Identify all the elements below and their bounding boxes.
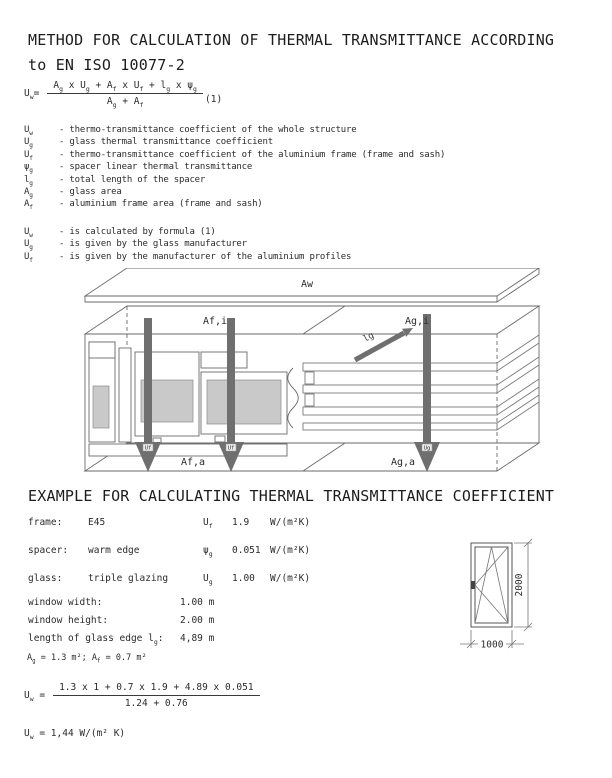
definition-symbol: $U_g$ (24, 137, 33, 150)
definition-symbol: $l_g$ (24, 174, 33, 187)
note-symbol: $U_f$ (24, 251, 33, 264)
row-label: spacer: (28, 545, 69, 556)
definition-row (24, 149, 445, 161)
lg-arrow (355, 328, 413, 360)
definition-text: - thermo-transmittance coefficient of the aluminium frame (frame and sash) (59, 149, 446, 160)
row-value: 4,89 m (180, 633, 215, 644)
row-label: window height: (28, 615, 109, 626)
definition-text: - glass area (59, 186, 122, 197)
row-number: 0.051 (232, 545, 261, 556)
formula-lhs: $U_w=$ (24, 88, 40, 101)
note-text: - is given by the glass manufacturer (59, 239, 247, 250)
row-unit: W/(m²K) (270, 517, 311, 528)
example-formula-lhs: $U_w$ = (24, 690, 46, 703)
formula-fraction (47, 80, 203, 107)
aga-label: Ag,a (390, 457, 416, 468)
note-symbol: $U_g$ (24, 239, 33, 252)
uf-arrow (227, 318, 235, 442)
definition-symbol: $A_f$ (24, 199, 33, 212)
areas-line: $A_g = 1.3$ m²; $A_f = 0.7$ m² (27, 653, 147, 665)
definition-symbol: $A_g$ (24, 186, 33, 199)
ug-arrow-label: Ug (423, 445, 431, 452)
tilt-turn-symbol (475, 547, 508, 623)
window-section-diagram (55, 268, 585, 483)
definition-row (24, 161, 445, 173)
afi-label: Af,i (202, 316, 228, 327)
formula-uw (24, 80, 203, 107)
gasket-profile (288, 368, 299, 428)
row-symbol: $U_g$ (203, 573, 213, 586)
uf-arrow-label: Uf (227, 445, 235, 452)
example-formula-denominator: 1.24 + 0.76 (53, 695, 259, 709)
page-title-line2: to EN ISO 10077-2 (28, 56, 185, 74)
row-label: window width: (28, 597, 103, 608)
row-value: 2.00 m (180, 615, 215, 626)
formula-numerator: $A_g$ x $U_g + A_f$ x $U_f + l_g$ x $\psi_g$ (53, 80, 197, 93)
agi-label: Ag,i (404, 316, 430, 327)
lg-label: lg (361, 330, 376, 345)
window-elevation-drawing (452, 528, 582, 658)
example-formula (24, 682, 260, 709)
note-text: - is given by the manufacturer of the aluminium profiles (59, 251, 352, 262)
definition-symbol: $\psi_g$ (24, 162, 33, 174)
ug-arrow (423, 314, 431, 442)
row-unit: W/(m²K) (270, 573, 311, 584)
definition-text: - aluminium frame area (frame and sash) (59, 199, 263, 210)
interior-face (85, 306, 539, 334)
note-row (24, 251, 351, 263)
row-number: 1.9 (232, 517, 250, 528)
note-text: - is calculated by formula (1) (59, 227, 216, 237)
definition-text: - thermo-transmittance coefficient of the whole structure (59, 125, 357, 135)
spacer-profile (305, 372, 314, 384)
definition-row (24, 136, 445, 148)
result-line: $U_w = 1,44$ W/(m² K) (24, 728, 126, 741)
notes-list (24, 226, 351, 263)
definition-row (24, 198, 445, 210)
height-dimension-label: 2000 (514, 573, 525, 597)
definition-row (24, 124, 445, 136)
row-number: 1.00 (232, 573, 255, 584)
note-row (24, 238, 351, 250)
sill-profile (303, 423, 497, 430)
triple-glazing (303, 335, 539, 430)
window-inner-frame (475, 547, 508, 623)
definition-text: - spacer linear thermal transmittance (59, 162, 253, 173)
definition-row (24, 186, 445, 198)
row-label: length of glass edge $l_g$: (28, 633, 164, 646)
definitions-list (24, 124, 445, 211)
definition-text: - total length of the spacer (59, 174, 206, 185)
example-formula-fraction (53, 682, 259, 709)
page-title (28, 28, 554, 78)
definition-text: - glass thermal transmittance coefficient (59, 137, 273, 148)
afa-label: Af,a (180, 457, 206, 468)
row-label: glass: (28, 573, 63, 584)
row-value: warm edge (88, 545, 140, 556)
definition-symbol: $U_f$ (24, 149, 33, 162)
row-label: frame: (28, 517, 63, 528)
example-formula-numerator: 1.3 x 1 + 0.7 x 1.9 + 4.89 x 0.051 (59, 682, 254, 693)
uf-arrow (144, 318, 152, 442)
formula-denominator: $A_g + A_f$ (47, 93, 203, 107)
aw-label: Aw (300, 279, 314, 290)
row-symbol: $\psi_g$ (203, 545, 213, 558)
width-dimension-label: 1000 (480, 639, 504, 651)
row-unit: W/(m²K) (270, 545, 311, 556)
definition-symbol: $U_w$ (24, 125, 33, 137)
definition-row (24, 174, 445, 186)
example-heading: EXAMPLE FOR CALCULATING THERMAL TRANSMITTANCE COEFFICIENT (28, 487, 555, 505)
note-row (24, 226, 351, 238)
note-symbol: $U_w$ (24, 227, 33, 239)
row-symbol: $U_f$ (203, 517, 213, 530)
formula-number: (1) (205, 94, 223, 105)
row-value: 1.00 m (180, 597, 215, 608)
spacer-profile (305, 394, 314, 406)
uf-arrow-label: Uf (144, 445, 152, 452)
page-title-line1: METHOD FOR CALCULATION OF THERMAL TRANSMITTANCE ACCORDING (28, 31, 555, 49)
row-value: E45 (88, 517, 106, 528)
row-value: triple glazing (88, 573, 169, 584)
window-handle (471, 581, 475, 589)
